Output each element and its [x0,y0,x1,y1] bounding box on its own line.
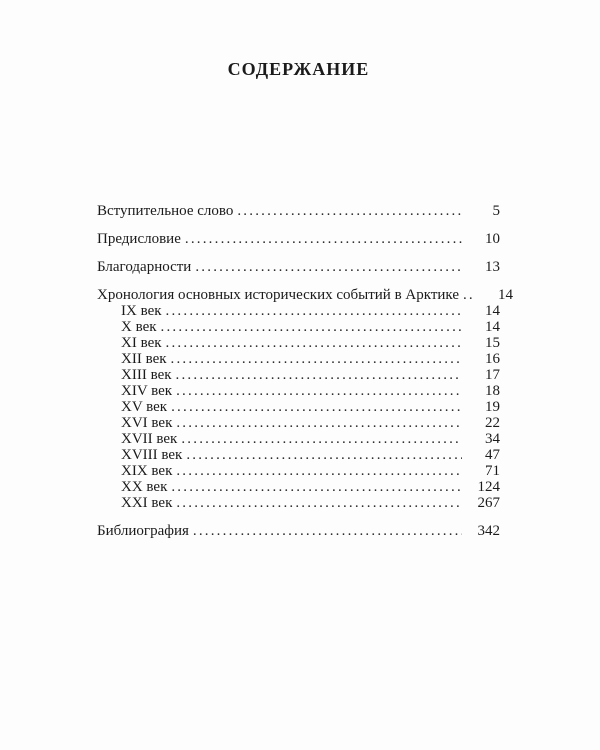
dot-leader [176,367,462,383]
toc-entry-label: XVI век [121,415,173,431]
toc-entry-label: XIV век [121,383,173,399]
toc-entry-page: 342 [477,523,500,539]
dot-leader [185,231,462,247]
toc-page [97,0,513,750]
toc-entry [97,523,500,539]
toc-entry-label: XXI век [121,495,173,511]
toc-entry [97,383,500,399]
toc-entry-page: 5 [492,203,500,219]
dot-leader [171,399,462,415]
toc-entry-label: XIII век [121,367,172,383]
toc-entry-page: 47 [485,447,500,463]
toc-entry-label: XII век [121,351,167,367]
toc-entry-label: X век [121,319,157,335]
page-title: СОДЕРЖАНИЕ [227,59,370,79]
toc-entry-page: 267 [477,495,500,511]
toc-entry [97,203,500,219]
toc-entry-label: XVIII век [121,447,183,463]
dot-leader [176,383,462,399]
toc-entry-page: 13 [485,259,500,275]
toc-entry-page: 18 [485,383,500,399]
dot-leader [176,495,462,511]
toc-list [97,203,513,539]
dot-leader [237,203,462,219]
dot-leader [181,431,462,447]
toc-entry-page: 71 [485,463,500,479]
toc-entry-page: 15 [485,335,500,351]
toc-entry-page: 34 [485,431,500,447]
dot-leader [171,479,462,495]
toc-entry-label: IX век [121,303,162,319]
toc-entry-label: XVII век [121,431,178,447]
toc-entry-page: 14 [485,319,500,335]
toc-entry [97,287,513,303]
dot-leader [161,319,462,335]
toc-entry [97,495,500,511]
toc-entry [97,399,500,415]
dot-leader [463,287,475,303]
toc-entry-label: XX век [121,479,168,495]
toc-entry-label: Хронология основных исторических событий в Арктике [97,287,459,303]
toc-entry [97,335,500,351]
toc-entry-label: Предисловие [97,231,181,247]
toc-entry-page: 22 [485,415,500,431]
toc-entry [97,479,500,495]
toc-entry-page: 19 [485,399,500,415]
toc-entry [97,259,500,275]
toc-entry [97,231,500,247]
toc-entry-page: 14 [485,303,500,319]
toc-entry [97,431,500,447]
toc-entry [97,367,500,383]
toc-entry [97,319,500,335]
toc-entry-label: XI век [121,335,162,351]
toc-entry-label: Вступительное слово [97,203,234,219]
dot-leader [176,415,462,431]
toc-entry-page: 14 [497,287,513,303]
toc-entry [97,447,500,463]
dot-leader [195,259,462,275]
dot-leader [166,303,462,319]
toc-entry [97,463,500,479]
toc-entry [97,351,500,367]
toc-entry-label: Библиография [97,523,189,539]
toc-entry [97,303,500,319]
toc-entry [97,415,500,431]
toc-entry-page: 124 [477,479,500,495]
dot-leader [193,523,462,539]
toc-entry-label: XV век [121,399,168,415]
toc-entry-page: 16 [485,351,500,367]
dot-leader [186,447,462,463]
dot-leader [171,351,462,367]
toc-entry-label: XIX век [121,463,173,479]
toc-entry-page: 10 [485,231,500,247]
dot-leader [166,335,462,351]
toc-entry-label: Благодарности [97,259,192,275]
toc-entry-page: 17 [485,367,500,383]
dot-leader [176,463,462,479]
